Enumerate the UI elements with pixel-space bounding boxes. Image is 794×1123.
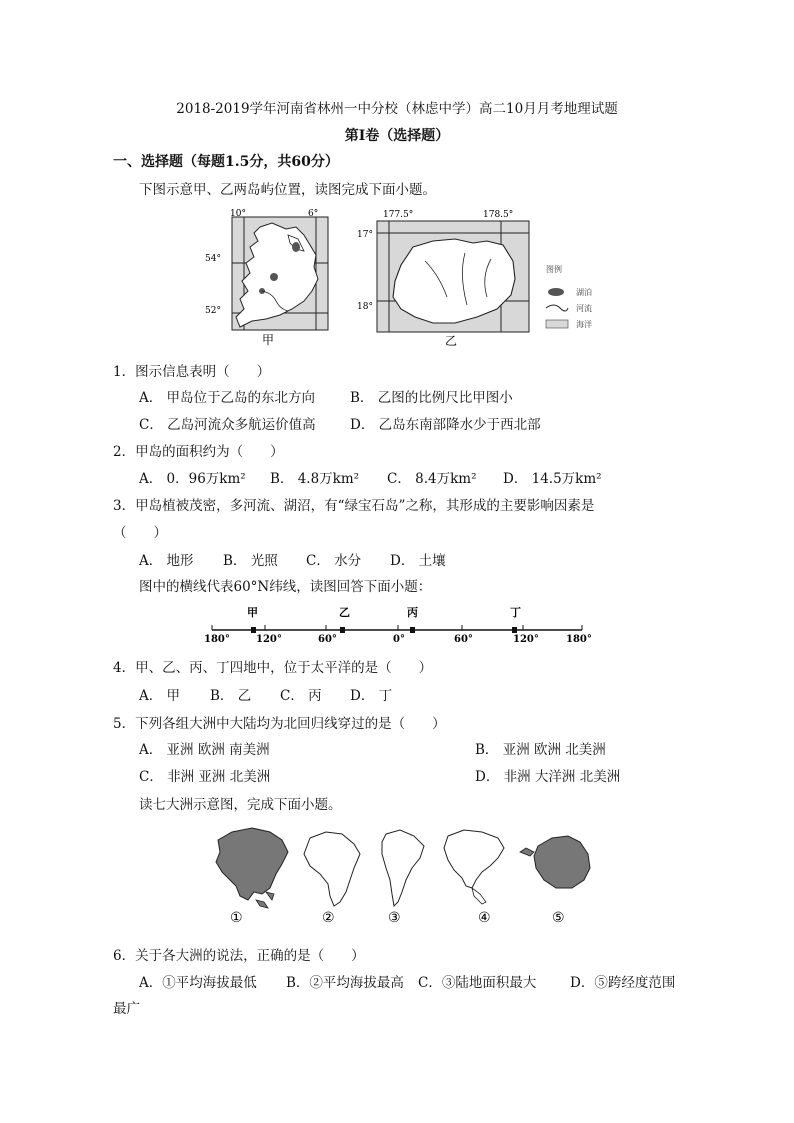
continents-figure bbox=[200, 822, 600, 932]
q2-option-a: A． 0．96万km² bbox=[139, 471, 246, 487]
volume-title: 第Ⅰ卷（选择题） bbox=[344, 128, 450, 144]
continent-label-5: ⑤ bbox=[552, 910, 565, 926]
map-jia-caption: 甲 bbox=[262, 333, 275, 347]
continent-label-4: ④ bbox=[478, 910, 491, 926]
q6-option-b: B．②平均海拔最高 bbox=[286, 975, 404, 991]
river-icon bbox=[546, 305, 568, 311]
q2-option-b: B． 4.8万km² bbox=[270, 471, 360, 487]
label-ding: 丁 bbox=[510, 606, 521, 619]
continent-label-2: ② bbox=[322, 910, 335, 926]
q1-option-d: D． 乙岛东南部降水少于西北部 bbox=[350, 417, 541, 433]
point-yi bbox=[340, 627, 345, 633]
map-jia bbox=[200, 205, 340, 347]
q2-option-d: D． 14.5万km² bbox=[503, 471, 602, 487]
legend-title: 图例 bbox=[546, 265, 562, 274]
legend-river: 河流 bbox=[576, 304, 592, 313]
q5-option-c: C． 非洲 亚洲 北美洲 bbox=[139, 769, 271, 785]
continent-south-america bbox=[382, 830, 424, 906]
q4-option-b: B． 乙 bbox=[210, 688, 252, 704]
point-bing bbox=[410, 627, 415, 633]
q1-option-b: B． 乙图的比例尺比甲图小 bbox=[350, 390, 513, 406]
q3-option-c: C． 水分 bbox=[306, 553, 362, 569]
q6-option-a: A．①平均海拔最低 bbox=[139, 975, 257, 991]
q1-option-c: C． 乙岛河流众多航运价值高 bbox=[139, 417, 316, 433]
q4-stem: 4．甲、乙、丙、丁四地中，位于太平洋的是（ ） bbox=[113, 660, 433, 676]
map-jia-lat-2: 52° bbox=[205, 306, 221, 316]
q4-option-c: C． 丙 bbox=[280, 688, 322, 704]
map-yi-lon-1: 177.5° bbox=[383, 210, 414, 220]
map-yi-caption: 乙 bbox=[445, 334, 458, 347]
q6-stem: 6．关于各大洲的说法，正确的是（ ） bbox=[113, 948, 365, 964]
legend-ocean: 海洋 bbox=[576, 320, 592, 329]
map-yi bbox=[355, 205, 535, 347]
label-jia: 甲 bbox=[247, 606, 258, 619]
tick-180-e: 180° bbox=[566, 634, 592, 645]
map-yi-lat-2: 18° bbox=[357, 302, 373, 312]
continent-antarctica bbox=[534, 836, 590, 888]
q5-option-b: B． 亚洲 欧洲 北美洲 bbox=[475, 742, 606, 758]
continent-asia bbox=[216, 828, 288, 900]
q3-stem: 3．甲岛植被茂密，多河流、湖沼，有“绿宝石岛”之称，其形成的主要影响因素是 bbox=[113, 498, 595, 514]
q2-option-c: C． 8.4万km² bbox=[387, 471, 477, 487]
q3-stem-cont: （ ） bbox=[113, 525, 167, 541]
map-jia-lat-1: 54° bbox=[205, 254, 221, 264]
continent-africa bbox=[304, 832, 360, 906]
q4-option-a: A． 甲 bbox=[139, 688, 181, 704]
point-jia bbox=[251, 627, 256, 633]
tick-120-w: 120° bbox=[256, 634, 282, 645]
q3-option-a: A． 地形 bbox=[139, 553, 194, 569]
q6-option-d-cont: 最广 bbox=[113, 1001, 140, 1017]
continent-label-1: ① bbox=[230, 910, 243, 926]
map-jia-lon-1: 10° bbox=[230, 209, 246, 219]
q3-option-d: D． 土壤 bbox=[390, 553, 446, 569]
q5-stem: 5．下列各组大洲中大陆均为北回归线穿过的是（ ） bbox=[113, 716, 446, 732]
ocean-icon bbox=[546, 320, 568, 328]
tick-60-e: 60° bbox=[454, 634, 473, 645]
tick-180-w: 180° bbox=[204, 634, 230, 645]
map-legend bbox=[542, 262, 612, 332]
q6-option-d: D．⑤跨经度范围 bbox=[570, 975, 676, 991]
label-yi: 乙 bbox=[339, 606, 350, 619]
paper-title: 2018-2019学年河南省林州一中分校（林虑中学）高二10月月考地理试题 bbox=[176, 101, 618, 117]
q6-option-c: C．③陆地面积最大 bbox=[418, 975, 537, 991]
tick-120-e: 120° bbox=[513, 634, 539, 645]
q4-option-d: D． 丁 bbox=[350, 688, 393, 704]
tick-60-w: 60° bbox=[318, 634, 337, 645]
legend-lake: 湖泊 bbox=[576, 288, 592, 297]
continent-label-3: ③ bbox=[388, 910, 401, 926]
tick-0: 0° bbox=[393, 634, 405, 645]
map-jia-lon-2: 6° bbox=[308, 209, 319, 219]
q5-option-d: D． 非洲 大洋洲 北美洲 bbox=[475, 769, 621, 785]
label-bing: 丙 bbox=[407, 606, 418, 619]
q1-option-a: A． 甲岛位于乙岛的东北方向 bbox=[139, 390, 316, 406]
lake-icon bbox=[548, 288, 564, 296]
map-yi-lat-1: 17° bbox=[357, 230, 373, 240]
q2-stem: 2．甲岛的面积约为（ ） bbox=[113, 444, 284, 460]
intro-text-2: 图中的横线代表60°N纬线，读图回答下面小题： bbox=[139, 579, 432, 595]
section-heading: 一、选择题（每题1.5分，共60分） bbox=[113, 154, 339, 170]
q5-option-a: A． 亚洲 欧洲 南美洲 bbox=[139, 742, 270, 758]
q1-stem: 1．图示信息表明（ ） bbox=[113, 364, 271, 380]
point-ding bbox=[512, 627, 517, 633]
map-yi-lon-2: 178.5° bbox=[483, 210, 514, 220]
latitude-line-figure bbox=[200, 600, 600, 646]
intro-text-1: 下图示意甲、乙两岛屿位置，读图完成下面小题。 bbox=[139, 182, 436, 198]
q3-option-b: B． 光照 bbox=[223, 553, 278, 569]
continent-north-america bbox=[444, 830, 504, 888]
intro-text-3: 读七大洲示意图，完成下面小题。 bbox=[139, 797, 342, 813]
